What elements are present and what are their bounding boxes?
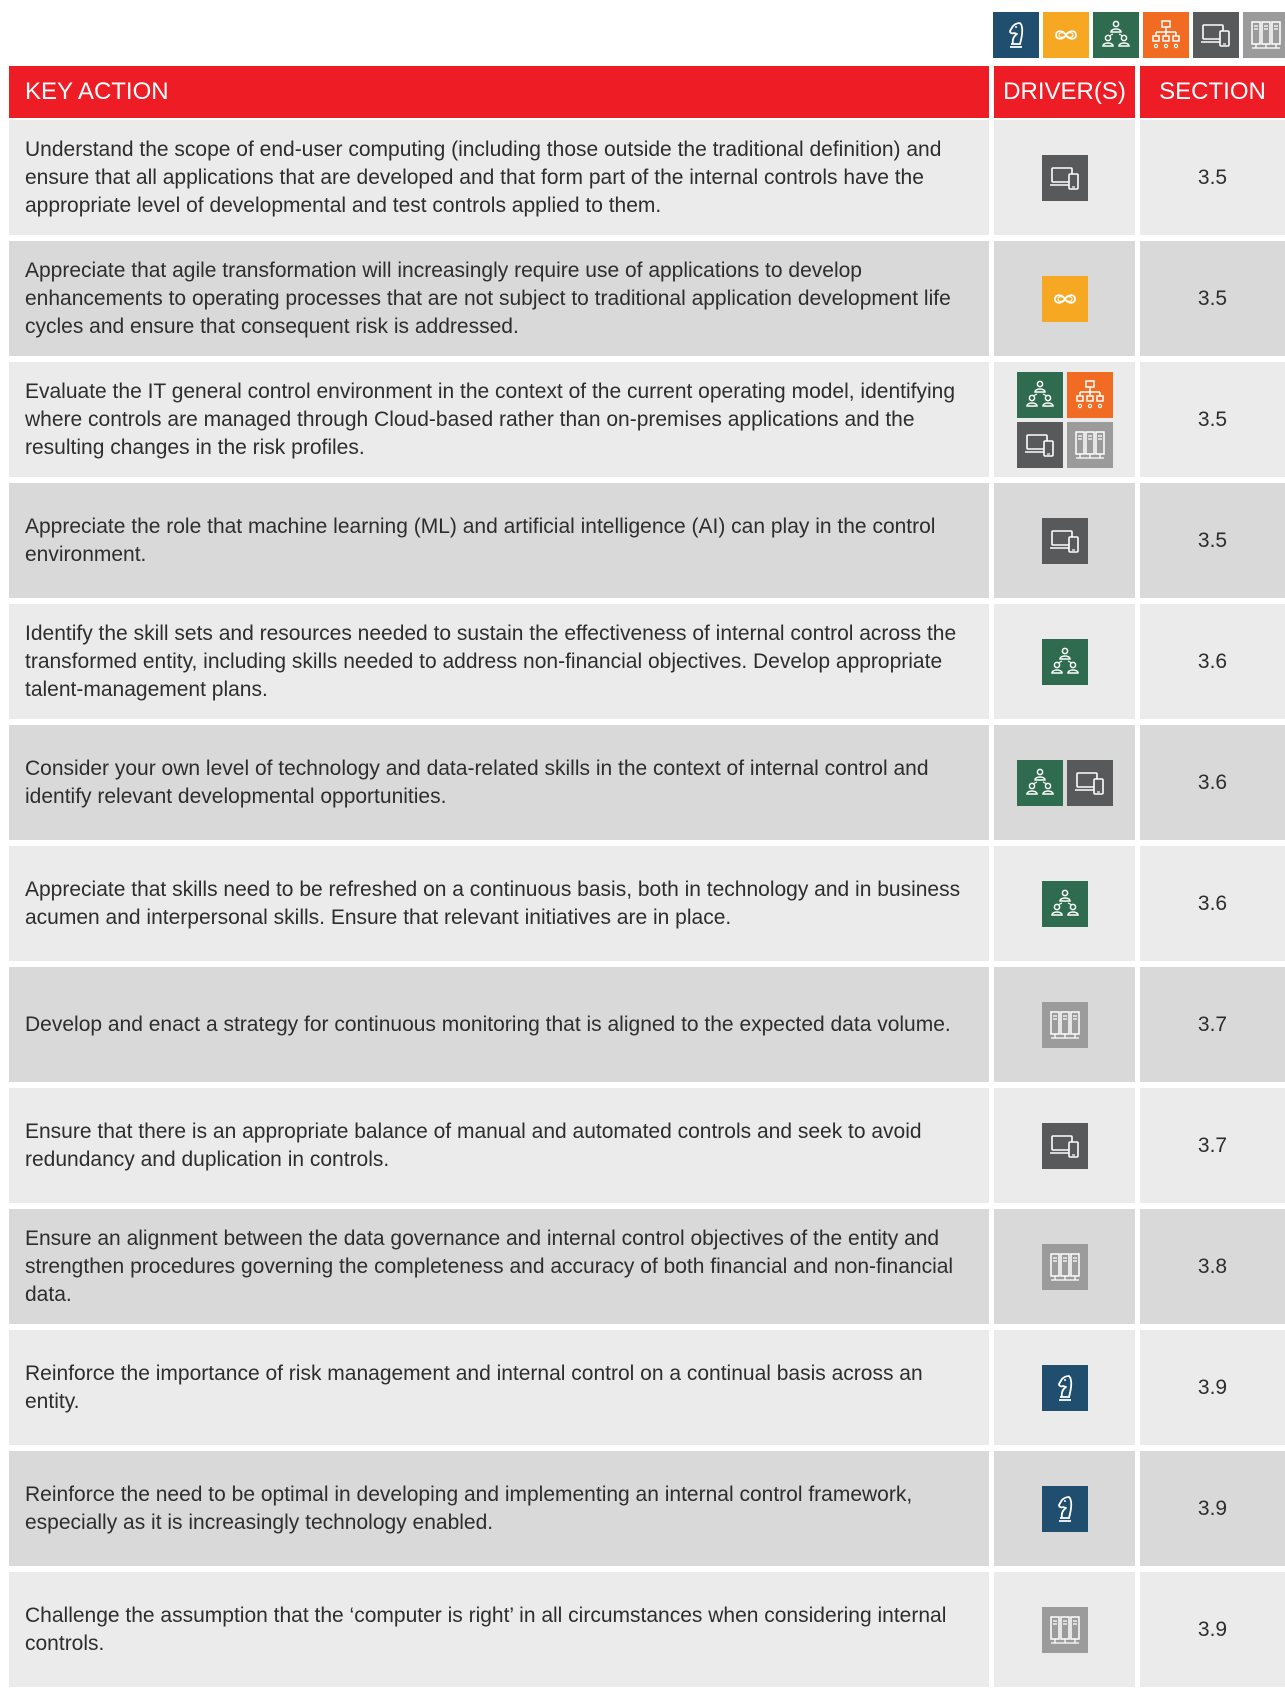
devices-icon [1042, 518, 1088, 564]
drivers-cell [994, 241, 1135, 356]
devices-icon [1067, 760, 1113, 806]
section-cell [1140, 846, 1285, 961]
key-action-text: Appreciate that skills need to be refreshed on a continuous basis, both in technology and in business acumen and interpersonal skills. Ensure that relevant initiatives are in place. [25, 877, 961, 929]
table-row [9, 120, 1285, 235]
key-action-text: Understand the scope of end-user computing (including those outside the traditional definition) and ensure that all applications that are developed and that form part of the internal controls have the appropriate level of developmental and test controls applied to them. [25, 137, 942, 217]
header-drivers: DRIVER(S) [994, 66, 1135, 118]
key-action-text: Ensure that there is an appropriate balance of manual and automated controls and seek to avoid redundancy and duplication in controls. [25, 1119, 922, 1171]
key-action-cell [9, 241, 989, 356]
section-number: 3.9 [1197, 1617, 1228, 1641]
section-cell [1140, 1209, 1285, 1324]
table-row [9, 725, 1285, 840]
infinity-icon [1042, 276, 1088, 322]
server-racks-icon [1243, 12, 1285, 58]
devices-icon [1017, 422, 1063, 468]
key-action-text: Appreciate the role that machine learning (ML) and artificial intelligence (AI) can play in the control environment. [25, 514, 936, 566]
key-action-cell [9, 725, 989, 840]
server-racks-icon [1042, 1002, 1088, 1048]
table-row [9, 241, 1285, 356]
drivers-cell [994, 483, 1135, 598]
key-action-cell [9, 604, 989, 719]
key-action-text: Evaluate the IT general control environment in the context of the current operating model, identifying where controls are managed through Cloud-based rather than on-premises applications and the resulting changes in the risk profiles. [25, 379, 955, 459]
table-row [9, 1330, 1285, 1445]
chess-knight-icon [993, 12, 1039, 58]
people-icon [1042, 639, 1088, 685]
section-cell [1140, 967, 1285, 1082]
key-action-cell [9, 120, 989, 235]
server-racks-icon [1042, 1244, 1088, 1290]
key-action-text: Reinforce the importance of risk management and internal control on a continual basis across an entity. [25, 1361, 923, 1413]
section-number: 3.5 [1197, 165, 1228, 189]
key-action-cell [9, 483, 989, 598]
people-icon [1093, 12, 1139, 58]
key-action-cell [9, 1088, 989, 1203]
drivers-cell [994, 967, 1135, 1082]
section-cell [1140, 241, 1285, 356]
section-number: 3.7 [1197, 1012, 1228, 1036]
section-number: 3.5 [1197, 528, 1228, 552]
header-section: SECTION [1140, 66, 1285, 118]
table-row [9, 1572, 1285, 1687]
drivers-cell [994, 120, 1135, 235]
key-actions-table [9, 66, 1285, 1693]
table-row [9, 1088, 1285, 1203]
people-icon [1017, 760, 1063, 806]
key-action-text: Consider your own level of technology and data-related skills in the context of internal control and identify relevant developmental opportunities. [25, 756, 929, 808]
chess-knight-icon [1042, 1486, 1088, 1532]
table-row [9, 1209, 1285, 1324]
drivers-cell [994, 1209, 1135, 1324]
section-number: 3.9 [1197, 1375, 1228, 1399]
section-cell [1140, 725, 1285, 840]
section-number: 3.5 [1197, 407, 1228, 431]
section-cell [1140, 1088, 1285, 1203]
drivers-cell [994, 1572, 1135, 1687]
section-cell [1140, 362, 1285, 477]
drivers-cell [994, 362, 1135, 477]
section-cell [1140, 120, 1285, 235]
section-cell [1140, 604, 1285, 719]
key-action-text: Develop and enact a strategy for continuous monitoring that is aligned to the expected data volume. [25, 1012, 951, 1036]
drivers-cell [994, 725, 1135, 840]
section-number: 3.5 [1197, 286, 1228, 310]
drivers-cell [994, 1330, 1135, 1445]
driver-legend [993, 12, 1285, 58]
key-action-cell [9, 362, 989, 477]
section-cell [1140, 483, 1285, 598]
section-cell [1140, 1451, 1285, 1566]
section-number: 3.9 [1197, 1496, 1228, 1520]
server-racks-icon [1042, 1607, 1088, 1653]
section-number: 3.6 [1197, 649, 1228, 673]
devices-icon [1042, 1123, 1088, 1169]
drivers-cell [994, 1451, 1135, 1566]
drivers-cell [994, 604, 1135, 719]
key-action-cell [9, 1451, 989, 1566]
table-header-row [9, 66, 1285, 118]
infinity-icon [1043, 12, 1089, 58]
key-action-cell [9, 846, 989, 961]
section-number: 3.6 [1197, 891, 1228, 915]
header-key-action: KEY ACTION [9, 66, 989, 118]
table-row [9, 1451, 1285, 1566]
drivers-cell [994, 1088, 1135, 1203]
key-action-cell [9, 1572, 989, 1687]
key-action-text: Identify the skill sets and resources needed to sustain the effectiveness of internal control across the transformed entity, including skills needed to address non-financial objectives. Develop appropriate talent-management plans. [25, 621, 957, 701]
devices-icon [1193, 12, 1239, 58]
server-racks-icon [1067, 422, 1113, 468]
key-action-cell [9, 1209, 989, 1324]
key-action-text: Reinforce the need to be optimal in developing and implementing an internal control framework, especially as it is increasingly technology enabled. [25, 1482, 913, 1534]
key-action-cell [9, 967, 989, 1082]
table-row [9, 846, 1285, 961]
section-number: 3.7 [1197, 1133, 1228, 1157]
table-row [9, 362, 1285, 477]
key-action-text: Ensure an alignment between the data governance and internal control objectives of the entity and strengthen procedures governing the completeness and accuracy of both financial and non-financial data. [25, 1226, 954, 1306]
devices-icon [1042, 155, 1088, 201]
key-action-cell [9, 1330, 989, 1445]
section-number: 3.8 [1197, 1254, 1228, 1278]
table-row [9, 967, 1285, 1082]
key-action-text: Challenge the assumption that the ‘computer is right’ in all circumstances when considering internal controls. [25, 1603, 947, 1655]
table-row [9, 604, 1285, 719]
section-number: 3.6 [1197, 770, 1228, 794]
people-icon [1017, 372, 1063, 418]
org-chart-icon [1143, 12, 1189, 58]
section-cell [1140, 1572, 1285, 1687]
people-icon [1042, 881, 1088, 927]
table-row [9, 483, 1285, 598]
chess-knight-icon [1042, 1365, 1088, 1411]
org-chart-icon [1067, 372, 1113, 418]
section-cell [1140, 1330, 1285, 1445]
drivers-cell [994, 846, 1135, 961]
key-action-text: Appreciate that agile transformation will increasingly require use of applications to develop enhancements to operating processes that are not subject to traditional application development life cycles and ensure that consequent risk is addressed. [25, 258, 951, 338]
